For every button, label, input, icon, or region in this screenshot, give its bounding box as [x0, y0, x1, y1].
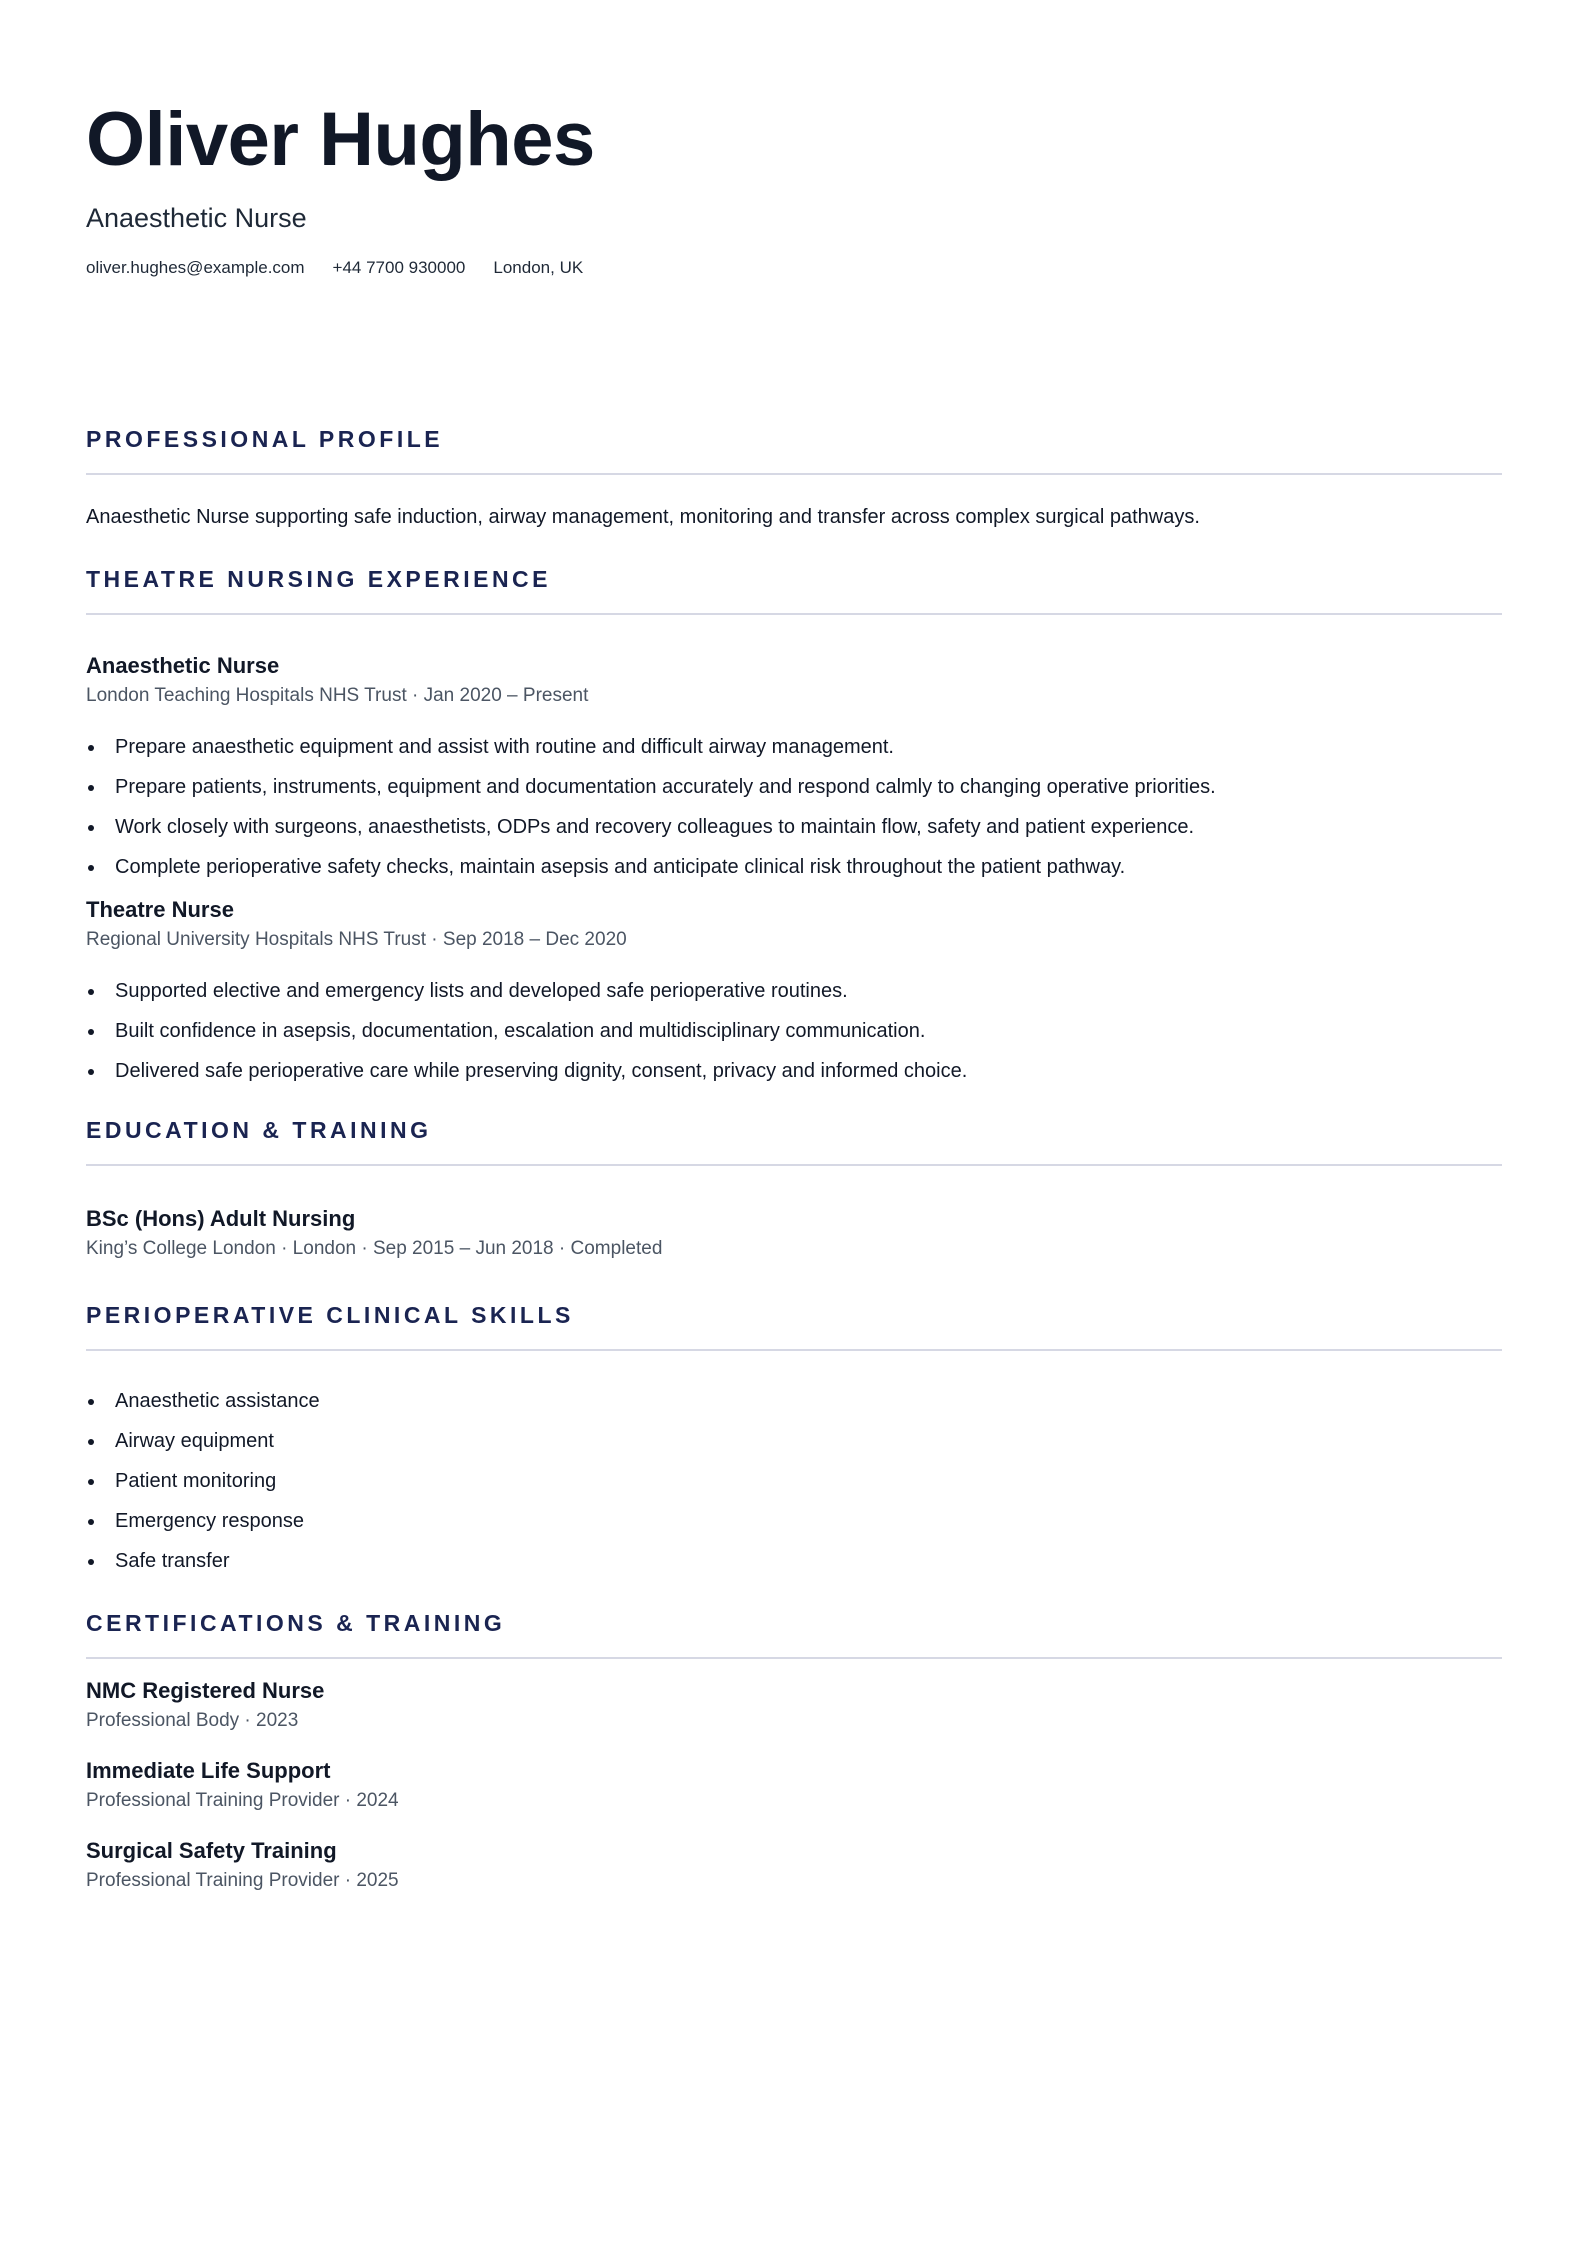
section-divider [86, 1349, 1502, 1351]
list-item: Prepare anaesthetic equipment and assist with routine and difficult airway management. [86, 733, 1502, 761]
candidate-name: Oliver Hughes [86, 97, 595, 182]
certification-meta: Professional Training Provider · 2024 [86, 1790, 399, 1811]
section-divider [86, 1164, 1502, 1166]
contact-phone: +44 7700 930000 [332, 258, 466, 277]
candidate-title: Anaesthetic Nurse [86, 203, 307, 233]
certification-entry [86, 1836, 1502, 1894]
list-item: Work closely with surgeons, anaesthetists, ODPs and recovery colleagues to maintain flow, safety and patient experience. [86, 813, 1502, 841]
certification-title: NMC Registered Nurse [86, 1678, 325, 1703]
list-item: Built confidence in asepsis, documentation, escalation and multidisciplinary communication. [86, 1017, 1502, 1045]
list-item: Anaesthetic assistance [86, 1387, 1502, 1415]
certification-title: Surgical Safety Training [86, 1838, 337, 1863]
list-item: Emergency response [86, 1507, 1502, 1535]
job-bullets [86, 733, 1502, 881]
job-entry [86, 651, 1502, 881]
degree-title: BSc (Hons) Adult Nursing [86, 1206, 356, 1231]
contact-email: oliver.hughes@example.com [86, 258, 305, 277]
section-heading-experience: THEATRE NURSING EXPERIENCE [86, 566, 552, 592]
list-item: Delivered safe perioperative care while preserving dignity, consent, privacy and informed choice. [86, 1057, 1502, 1085]
section-divider [86, 473, 1502, 475]
degree-meta: King’s College London · London · Sep 2015 – Jun 2018 · Completed [86, 1238, 663, 1259]
list-item: Patient monitoring [86, 1467, 1502, 1495]
contact-location: London, UK [493, 258, 584, 277]
job-entry [86, 895, 1502, 1085]
certification-meta: Professional Body · 2023 [86, 1710, 299, 1731]
job-bullets [86, 977, 1502, 1085]
education-entry [86, 1204, 1502, 1262]
list-item: Supported elective and emergency lists and developed safe perioperative routines. [86, 977, 1502, 1005]
section-divider [86, 1657, 1502, 1659]
job-meta: London Teaching Hospitals NHS Trust · Jan 2020 – Present [86, 685, 589, 706]
list-item: Prepare patients, instruments, equipment and documentation accurately and respond calmly to changing operative priorities. [86, 773, 1502, 801]
profile-summary: Anaesthetic Nurse supporting safe induction, airway management, monitoring and transfer across complex surgical pathways. [86, 506, 1200, 528]
list-item: Airway equipment [86, 1427, 1502, 1455]
section-heading-profile: PROFESSIONAL PROFILE [86, 426, 444, 452]
list-item: Complete perioperative safety checks, maintain asepsis and anticipate clinical risk throughout the patient pathway. [86, 853, 1502, 881]
section-heading-skills: PERIOPERATIVE CLINICAL SKILLS [86, 1302, 574, 1328]
certification-meta: Professional Training Provider · 2025 [86, 1870, 399, 1891]
profile-section [86, 424, 1502, 531]
skills-list [86, 1387, 1502, 1575]
section-heading-certifications: CERTIFICATIONS & TRAINING [86, 1610, 506, 1636]
education-section [86, 1115, 1502, 1262]
job-title: Anaesthetic Nurse [86, 653, 280, 678]
job-meta: Regional University Hospitals NHS Trust · Sep 2018 – Dec 2020 [86, 929, 627, 950]
section-heading-education: EDUCATION & TRAINING [86, 1117, 432, 1143]
resume-header [86, 0, 1502, 280]
certification-entry [86, 1676, 1502, 1734]
certification-title: Immediate Life Support [86, 1758, 331, 1783]
experience-section [86, 564, 1502, 1085]
certifications-section [86, 1608, 1502, 1894]
contact-line [86, 256, 1502, 280]
certification-entry [86, 1756, 1502, 1814]
section-divider [86, 613, 1502, 615]
job-title: Theatre Nurse [86, 897, 234, 922]
skills-section [86, 1300, 1502, 1575]
list-item: Safe transfer [86, 1547, 1502, 1575]
